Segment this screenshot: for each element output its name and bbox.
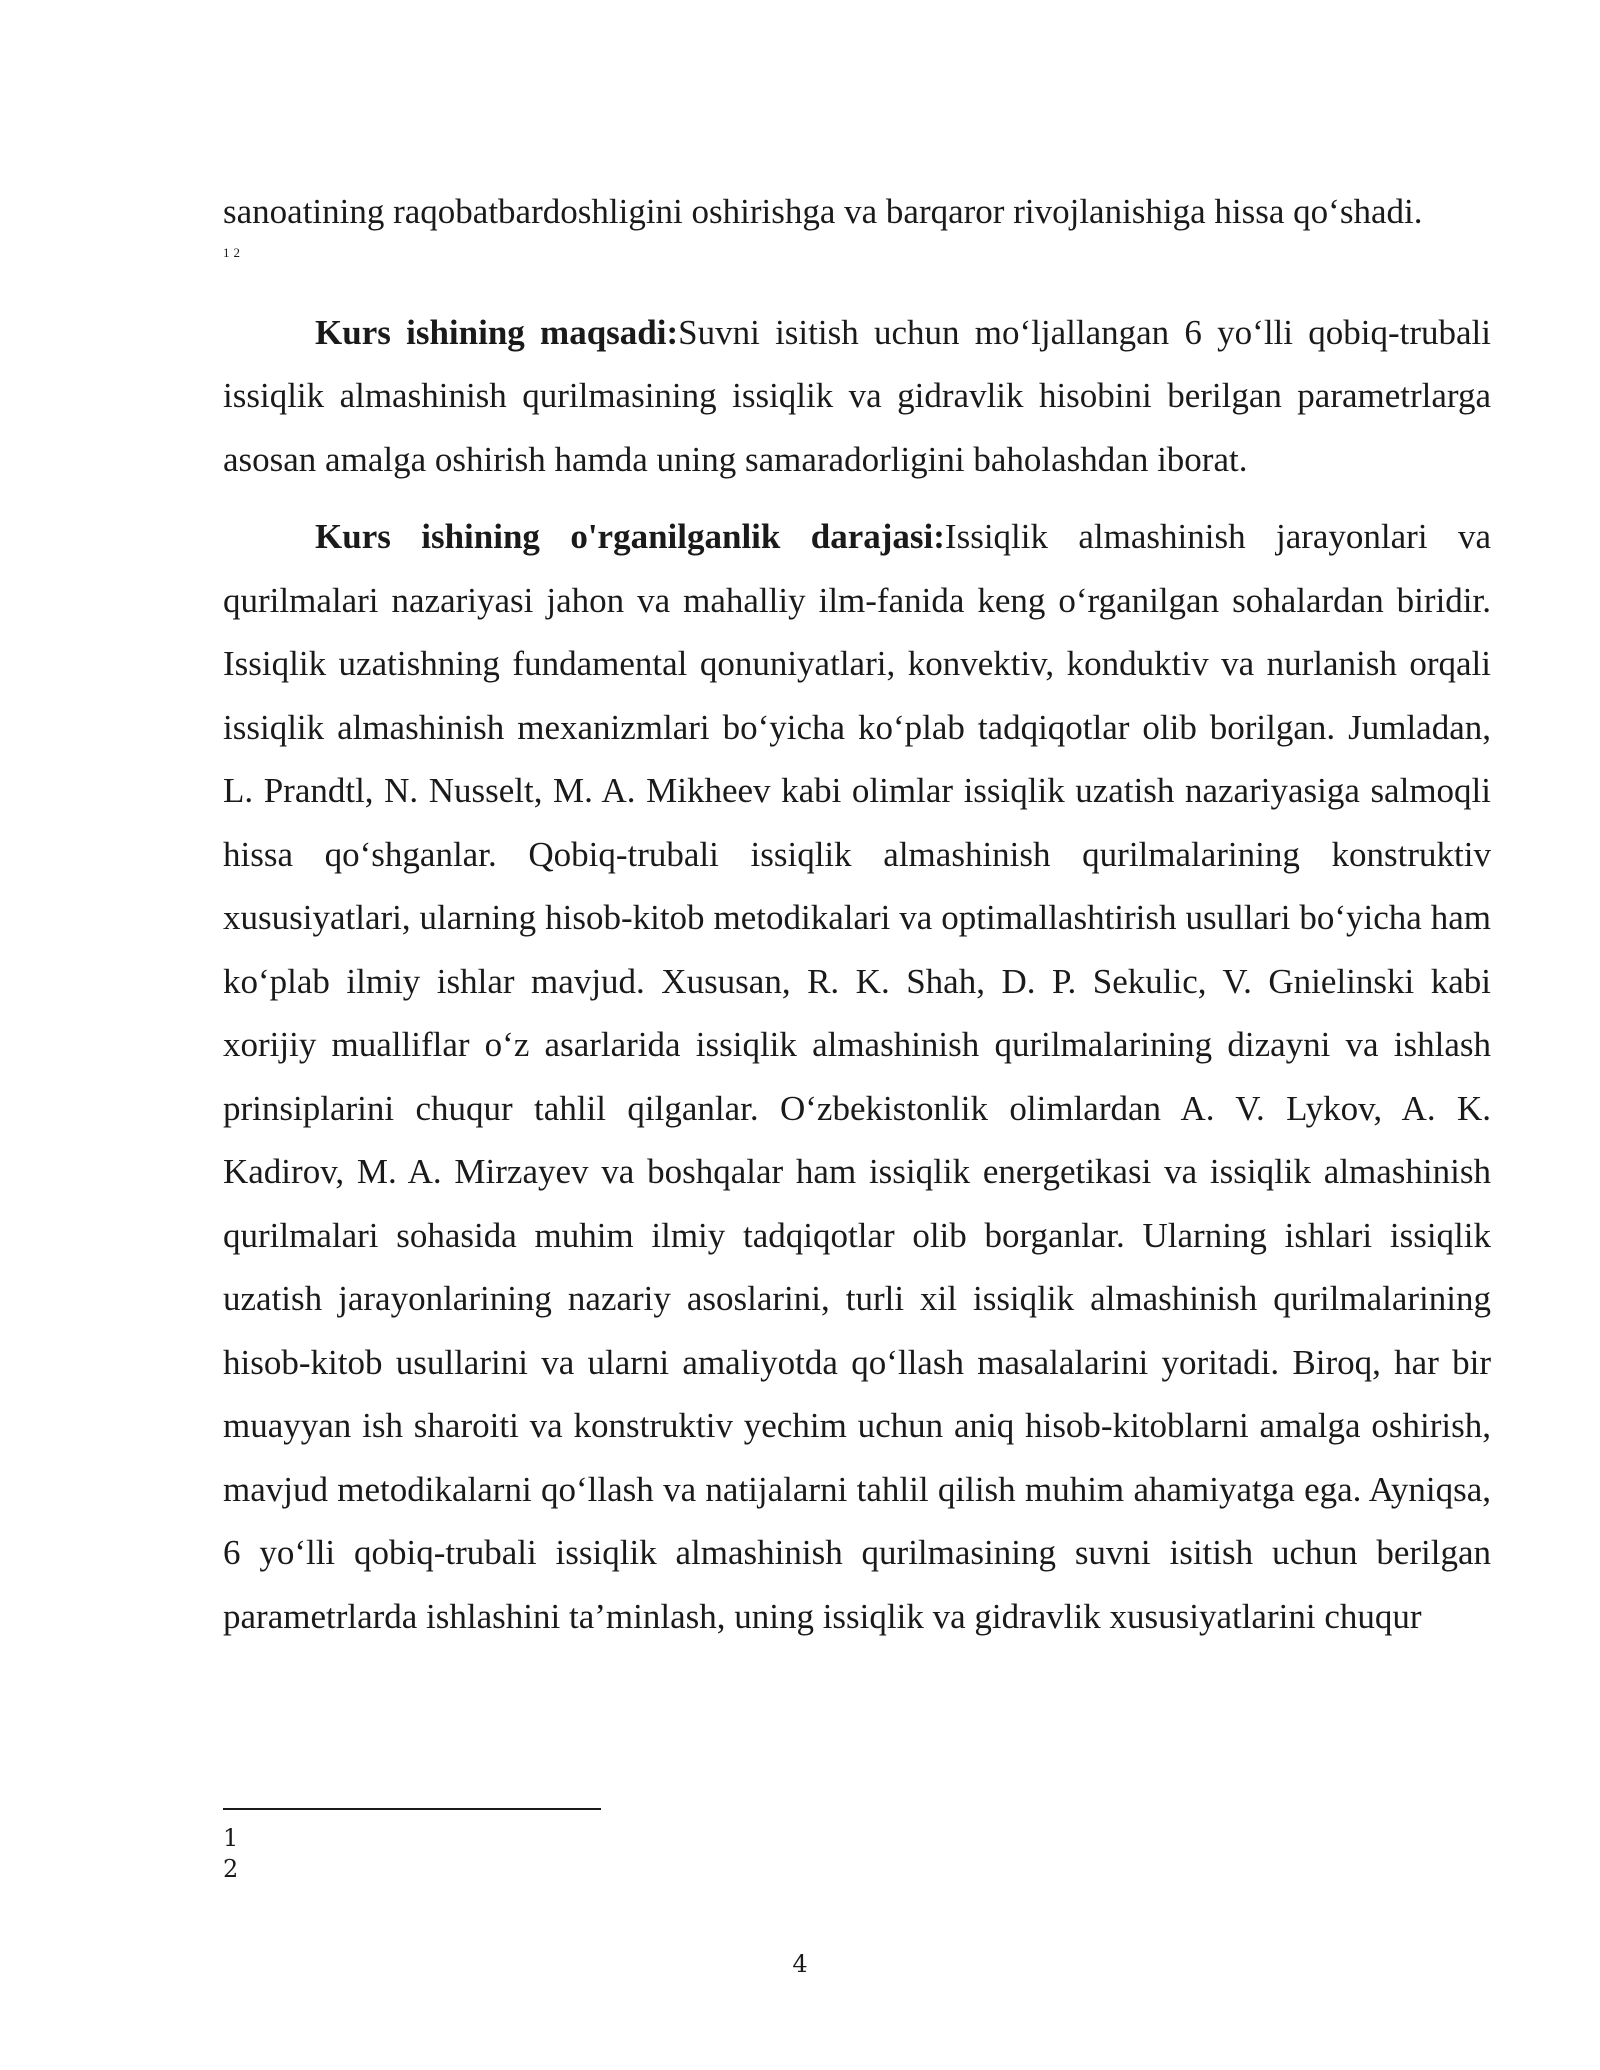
study-paragraph	[223, 505, 1491, 1648]
aim-heading: Kurs ishining maqsadi:	[315, 312, 679, 352]
aim-text: Suvni isitish uchun mo‘ljallangan 6 yo‘lli qobiq-trubali issiqlik almashinish qurilmasining issiqlik va gidravlik hisobini berilgan parametrlarga asosan amalga oshirish hamda uning samaradorligini baholashdan iborat.	[223, 312, 1491, 479]
study-heading: Kurs ishining o'rganilganlik darajasi:	[315, 517, 945, 556]
page-number: 4	[792, 1950, 808, 1978]
footnote-2: 2	[223, 1855, 239, 1883]
footnote-ref-1: 1	[223, 244, 230, 260]
footnote-ref-2: 2	[233, 244, 240, 260]
page-body	[223, 180, 1491, 1648]
continued-paragraph: sanoatining raqobatbardoshligini oshirishga va barqaror rivojlanishiga hissa qo‘shadi.	[223, 192, 1423, 231]
study-text: Issiqlik almashinish jarayonlari va qurilmalari nazariyasi jahon va mahalliy ilm-fanida keng o‘rganilgan sohalardan biridir. Issiqlik uzatishning fundamental qonuniyatlari, konvektiv, konduktiv va nurlanish orqali issiqlik almashinish mexanizmlari bo‘yicha ko‘plab tadqiqotlar olib borilgan. Jumladan, L. Prandtl, N. Nusselt, M. A. Mikheev kabi olimlar issiqlik uzatish nazariyasiga salmoqli hissa qo‘shganlar. Qobiq-trubali issiqlik almashinish qurilmalarining konstruktiv xususiyatlari, ularning hisob-kitob metodikalari va optimallashtirish usullari bo‘yicha ham ko‘plab ilmiy ishlar mavjud. Xususan, R. K. Shah, D. P. Sekulic, V. Gnielinski kabi xorijiy mualliflar o‘z asarlarida issiqlik almashinish qurilmalarining dizayni va ishlash prinsiplarini chuqur tahlil qilganlar. O‘zbekistonlik olimlardan A. V. Lykov, A. K. Kadirov, M. A. Mirzayev va boshqalar ham issiqlik energetikasi va issiqlik almashinish qurilmalari sohasida muhim ilmiy tadqiqotlar olib borganlar. Ularning ishlari issiqlik uzatish jarayonlarining nazariy asoslarini, turli xil issiqlik almashinish qurilmalarining hisob-kitob usullarini va ularni amaliyotda qo‘llash masalalarini yoritadi. Biroq, har bir muayyan ish sharoiti va konstruktiv yechim uchun aniq hisob-kitoblarni amalga oshirish, mavjud metodikalarni qo‘llash va natijalarni tahlil qilish muhim ahamiyatga ega. Ayniqsa, 6 yo‘lli qobiq-trubali issiqlik almashinish qurilmasining suvni isitish uchun berilgan parametrlarda ishlashini ta’minlash, uning issiqlik va gidravlik xususiyatlarini chuqur	[223, 517, 1491, 1636]
aim-paragraph	[223, 301, 1491, 492]
footnote-separator	[223, 1808, 601, 1810]
paragraph-spacer	[223, 491, 1491, 505]
footnotes	[223, 1823, 238, 1885]
footnote-1: 1	[223, 1824, 239, 1852]
footnote-reference-marks	[223, 244, 1491, 264]
